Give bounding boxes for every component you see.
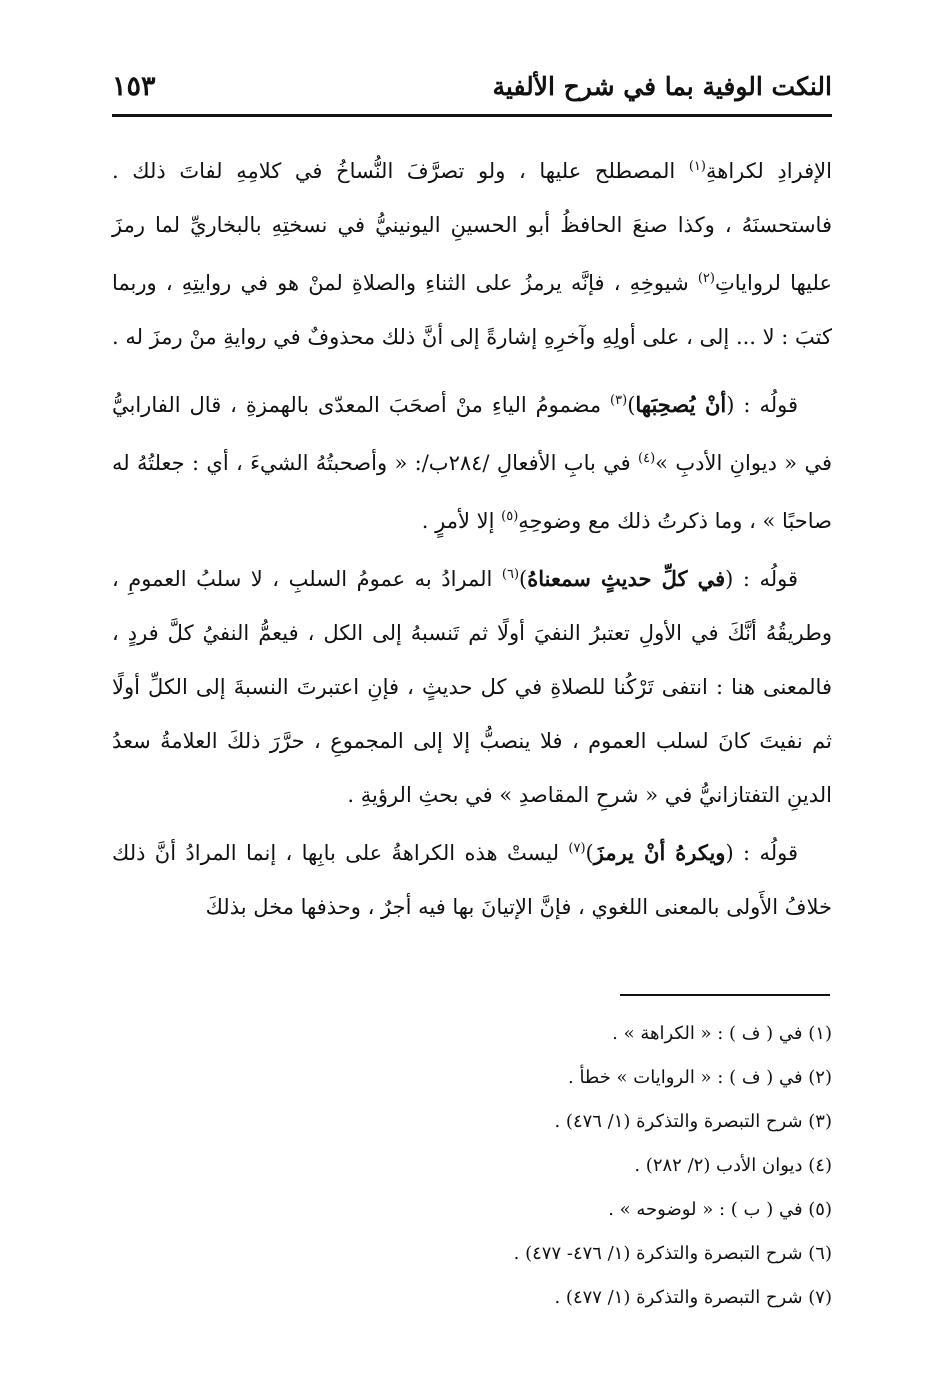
text-segment: إلا لأمرٍ . — [421, 509, 502, 533]
footnote-ref: (٦) — [501, 567, 520, 582]
text-segment: قولُه : ( — [726, 393, 798, 417]
footnote-ref: (٤) — [638, 451, 656, 466]
text-segment: الإفرادِ لكراهةِ — [705, 159, 832, 183]
text-segment: المرادُ به عمومُ السلبِ ، لا سلبُ العمومِ ، وطريقُهُ أنَّكَ في الأولِ تعتبرُ النفيَ أولًا ثم تَنسبهُ إلى الكل ، فيعمُّ النفيُ كلَّ فردٍ ، فالمعنى هنا : انتفى تَرْكُنا للصلاةِ في كل حديثٍ ، فإنِ اعتبرتَ النسبةَ إلى الكلِّ أولًا ثم نفيتَ كانَ لسلب العموم ، فلا ينصبُّ إلا إلى المجموعِ ، حرَّرَ ذلكَ العلامةُ سعدُ الدينِ التفتازانيُّ في « شرحِ المقاصدِ » في بحثِ الرؤيةِ . — [112, 567, 832, 807]
footnotes — [112, 1012, 832, 1320]
quoted-phrase: ويكرهُ أنْ يرمزَ — [593, 840, 726, 865]
text-segment: في بابِ الأفعالِ /٢٨٤ب/: « وأصحبتُهُ الشيءَ ، أي : جعلتُهُ له صاحبًا » ، وما ذكرتُ ذلك مع وضوحِهِ — [112, 451, 832, 533]
footnote-ref: (٢) — [697, 271, 715, 286]
text-segment: قولُه : ( — [725, 841, 798, 865]
footnote-ref: (١) — [688, 159, 706, 174]
quoted-phrase: في كلِّ حديثٍ سمعناهُ — [527, 566, 726, 591]
text-segment: ) — [519, 567, 528, 591]
footnote: (١) في ( ف ) : « الكراهة » . — [612, 1023, 832, 1044]
footnote-ref: (٣) — [610, 393, 628, 408]
text-segment: المصطلح عليها ، ولو تصرَّفَ النُّساخُ في كلامِهِ لفاتَ ذلك . فاستحسنَهُ ، وكذا صنعَ الحافظُ أبو الحسينِ اليونينيُّ في نسختِهِ بالبخاريِّ لما رمزَ عليها لرواياتِ — [112, 159, 832, 295]
paragraph — [112, 548, 832, 822]
text-segment: قولُه : ( — [725, 567, 798, 591]
header-title: النكت الوفية بما في شرح الألفية — [492, 71, 832, 101]
text-segment: ليستْ هذه الكراهةُ على بابِها ، إنما المرادُ أنَّ ذلك خلافُ الأَولى بالمعنى اللغوي ، فإنَّ الإتيانَ بها فيه أجرٌ ، وحذفها مخل بذلكَ — [112, 841, 832, 919]
footnote: (٦) شرح التبصرة والتذكرة (١/ ٤٧٦- ٤٧٧) . — [513, 1243, 832, 1264]
text-segment: مضمومُ الياءِ منْ أصحَبَ المعدّى بالهمزةِ ، قال الفارابيُّ في « ديوانِ الأدبِ » — [112, 393, 832, 475]
page-number: ١٥٣ — [112, 70, 156, 102]
footnote: (٢) في ( ف ) : « الروايات » خطأ . — [568, 1067, 832, 1088]
footnote-divider — [620, 994, 830, 996]
main-text — [112, 140, 832, 934]
quoted-phrase: أنْ يُصحِبَها — [635, 392, 727, 417]
paragraph — [112, 140, 832, 364]
text-segment: ) — [585, 841, 594, 865]
footnote-ref: (٥) — [501, 509, 519, 524]
text-segment: ) — [627, 393, 636, 417]
text-segment: شيوخِهِ ، فإنَّه يرمزُ على الثناءِ والصلاةِ لمنْ هو في روايتِهِ ، وربما كتبَ : لا ... إلى ، على أولِهِ وآخرِهِ إشارةً إلى أنَّ ذلك محذوفٌ في روايةِ منْ رمزَ له . — [112, 271, 832, 349]
footnote-ref: (٧) — [568, 841, 586, 856]
running-header — [112, 58, 832, 117]
footnote: (٣) شرح التبصرة والتذكرة (١/ ٤٧٦) . — [554, 1111, 832, 1132]
paragraph — [112, 822, 832, 934]
paragraph — [112, 374, 832, 548]
footnote: (٥) في ( ب ) : « لوضوحه » . — [608, 1199, 832, 1220]
footnote: (٧) شرح التبصرة والتذكرة (١/ ٤٧٧) . — [554, 1287, 832, 1308]
footnote: (٤) ديوان الأدب (٢/ ٢٨٢) . — [634, 1155, 832, 1176]
